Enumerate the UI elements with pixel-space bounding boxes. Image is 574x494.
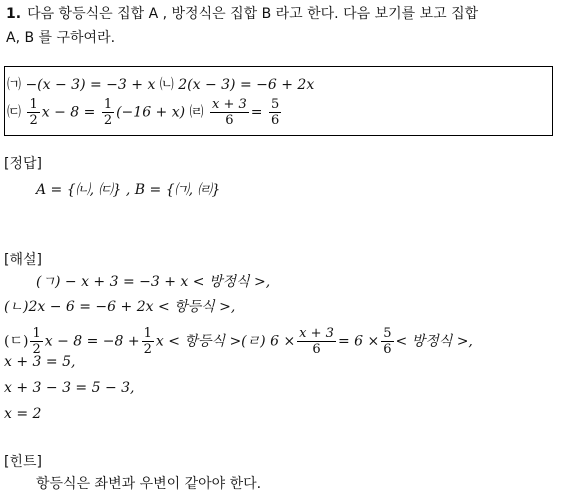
fraction: $\frac{1}{2}$	[29, 97, 38, 128]
question-number: 1.	[6, 6, 22, 22]
hint-text: 항등식은 좌변과 우변이 같아야 한다.	[36, 476, 262, 492]
fraction: $\frac{1}{2}$	[143, 326, 152, 357]
explanation-line-6: x = 2	[4, 406, 42, 422]
expr-c-tail: (−16 + x)	[116, 104, 186, 121]
fraction: $\frac{5}{6}$	[383, 326, 392, 357]
expr-a: −(x − 3) = −3 + x	[25, 77, 156, 93]
explanation-header: [해설]	[4, 252, 42, 268]
example-row-2	[7, 97, 283, 128]
label-a: ㈀	[7, 77, 21, 93]
explanation-line-5: x + 3 − 3 = 5 − 3,	[4, 380, 135, 396]
fraction: $\frac{1}{2}$	[32, 326, 41, 357]
fraction: $\frac{5}{6}$	[270, 97, 280, 128]
explanation-line-2: (ㄴ)2x − 6 = −6 + 2x < 항등식 >,	[4, 299, 236, 315]
fraction: $\frac{1}{2}$	[103, 97, 113, 128]
expr-b: 2(x − 3) = −6 + 2x	[178, 77, 315, 93]
fraction: $\frac{x + 3}{6}$	[299, 326, 334, 357]
explanation-line-4: x + 3 = 5,	[4, 354, 76, 370]
example-row-1	[7, 75, 314, 95]
question-line-1	[6, 4, 478, 24]
expr-d-eq: =	[250, 104, 263, 121]
expr-c-mid: x − 8 =	[41, 104, 96, 121]
question-text-1: 다음 항등식은 집합 A , 방정식은 집합 B 라고 한다. 다음 보기를 보고 집합	[27, 6, 479, 22]
hint-header: [힌트]	[4, 454, 42, 470]
explanation-line-1: (ㄱ) − x + 3 = −3 + x < 방정식 >,	[36, 274, 271, 290]
example-box	[4, 66, 553, 136]
label-d: ㈃	[189, 104, 204, 121]
answer-text: A = {㈁, ㈂} , B = {㈀, ㈃}	[36, 182, 221, 198]
fraction: $\frac{x + 3}{6}$	[212, 97, 247, 128]
label-c: ㈂	[7, 104, 21, 121]
label-b: ㈁	[159, 77, 174, 93]
explanation-line-3: (ㄷ) $\frac{1}{2}$ x − 8 = −8 + $\frac{1}{2}$ x < 항등식 >(ㄹ) 6 × $\frac{x + 3}{6}$ = 6 × $\frac{5}{6}$ < 방정식 >,	[4, 326, 473, 357]
question-line-2: A, B 를 구하여라.	[6, 30, 116, 46]
answer-header: [정답]	[4, 156, 42, 172]
